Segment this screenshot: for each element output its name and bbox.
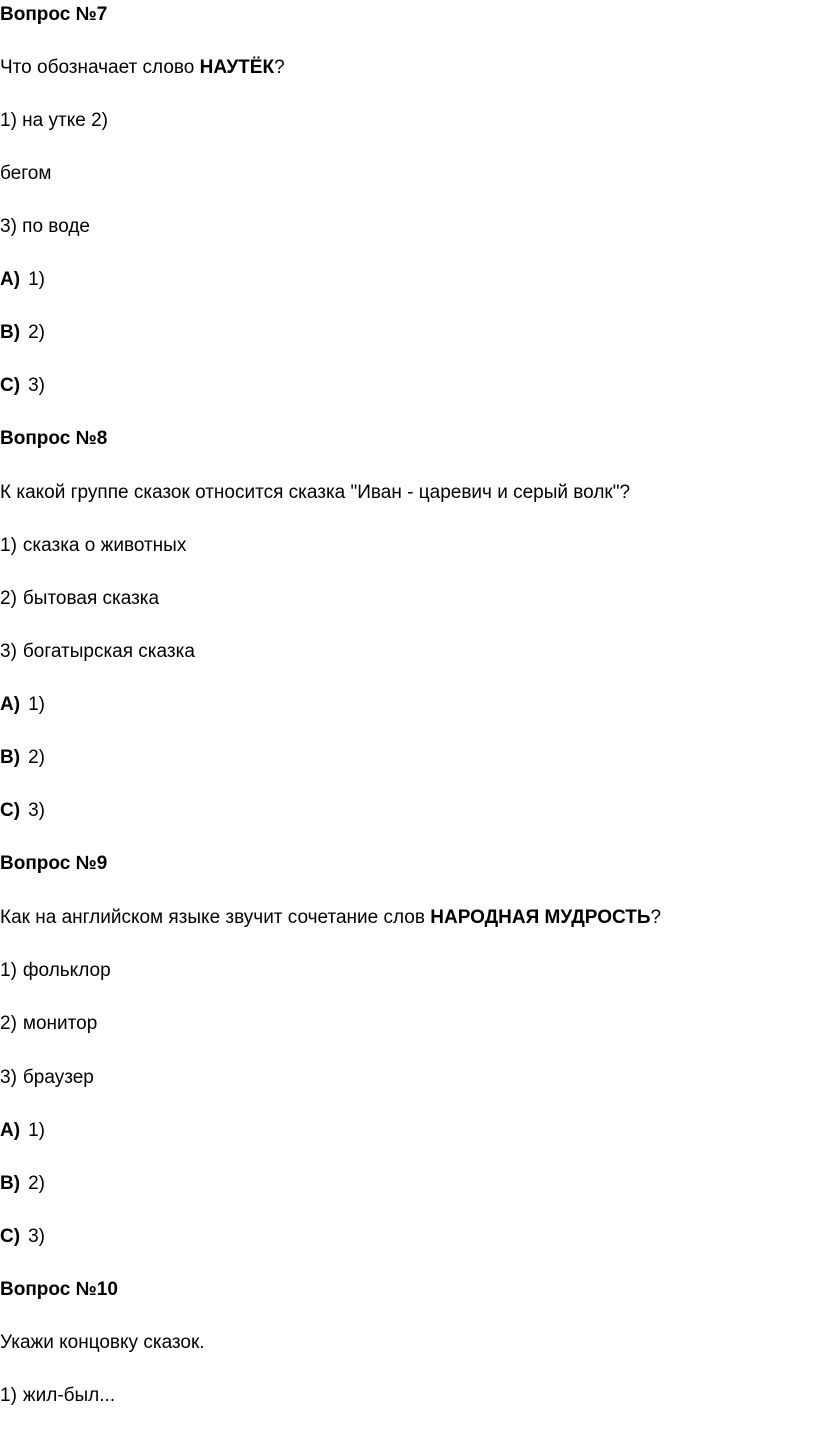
answer-letter: С)	[0, 800, 21, 821]
question-10-option-1	[0, 1383, 115, 1409]
question-9-answer-a[interactable]	[0, 1118, 45, 1144]
question-7-text-start: Что обозначает слово	[0, 57, 200, 78]
answer-letter: С)	[0, 375, 21, 396]
question-8-option-3	[0, 639, 195, 665]
answer-value: 3)	[28, 800, 45, 821]
answer-letter: В)	[0, 322, 21, 343]
question-9-text	[0, 905, 661, 931]
answer-value: 2)	[28, 322, 45, 343]
answer-value: 1)	[28, 1120, 45, 1141]
option-number: 2)	[0, 1013, 17, 1034]
option-number: 3)	[0, 1067, 17, 1088]
question-7-answer-a[interactable]	[0, 267, 45, 293]
question-8-option-2	[0, 586, 159, 612]
answer-letter: С)	[0, 1226, 21, 1247]
option-number: 1)	[0, 535, 17, 556]
question-9-text-end: ?	[650, 907, 662, 928]
question-7-answer-b[interactable]	[0, 320, 45, 346]
question-7-option-line-2: бегом	[0, 163, 52, 184]
option-text: богатырская сказка	[22, 641, 195, 662]
option-text: бытовая сказка	[22, 588, 160, 609]
answer-letter: В)	[0, 747, 21, 768]
option-number: 2)	[0, 588, 17, 609]
question-8-answer-c[interactable]	[0, 798, 45, 824]
question-9-answer-b[interactable]	[0, 1171, 45, 1197]
option-text: фольклор	[22, 960, 111, 981]
answer-value: 1)	[28, 694, 45, 715]
answer-value: 1)	[28, 269, 45, 290]
question-10-text: Укажи концовку сказок.	[0, 1332, 205, 1353]
question-8-answer-a[interactable]	[0, 692, 45, 718]
answer-letter: А)	[0, 269, 21, 290]
question-7-keyword: НАУТЁК	[199, 57, 275, 78]
option-text: сказка о животных	[22, 535, 187, 556]
question-8-heading: Вопрос №8	[0, 428, 108, 449]
question-7-answer-c[interactable]	[0, 373, 45, 399]
question-9-option-2	[0, 1011, 97, 1037]
question-8-answer-b[interactable]	[0, 745, 45, 771]
question-10-heading: Вопрос №10	[0, 1279, 118, 1300]
option-number: 3)	[0, 641, 17, 662]
question-9-text-start: Как на английском языке звучит сочетание слов	[0, 907, 431, 928]
answer-letter: А)	[0, 1120, 21, 1141]
question-7-heading: Вопрос №7	[0, 4, 108, 25]
question-7-option-line-3: 3) по воде	[0, 216, 90, 237]
question-9-answer-c[interactable]	[0, 1224, 45, 1250]
question-9-option-1	[0, 958, 111, 984]
answer-value: 3)	[28, 1226, 45, 1247]
question-9-heading: Вопрос №9	[0, 853, 108, 874]
option-text: монитор	[22, 1013, 98, 1034]
answer-value: 3)	[28, 375, 45, 396]
question-9-option-3	[0, 1065, 94, 1091]
option-text: жил-был...	[22, 1385, 116, 1406]
answer-value: 2)	[28, 747, 45, 768]
question-7-text	[0, 55, 285, 81]
question-7-text-end: ?	[274, 57, 285, 78]
option-text: браузер	[22, 1067, 94, 1088]
question-8-option-1	[0, 533, 186, 559]
answer-value: 2)	[28, 1173, 45, 1194]
question-9-keyword: НАРОДНАЯ МУДРОСТЬ	[430, 907, 651, 928]
question-7-option-line-1: 1) на утке 2)	[0, 110, 108, 131]
question-8-text: К какой группе сказок относится сказка "Иван - царевич и серый волк"?	[0, 482, 631, 503]
option-number: 1)	[0, 960, 17, 981]
option-number: 1)	[0, 1385, 17, 1406]
answer-letter: В)	[0, 1173, 21, 1194]
answer-letter: А)	[0, 694, 21, 715]
